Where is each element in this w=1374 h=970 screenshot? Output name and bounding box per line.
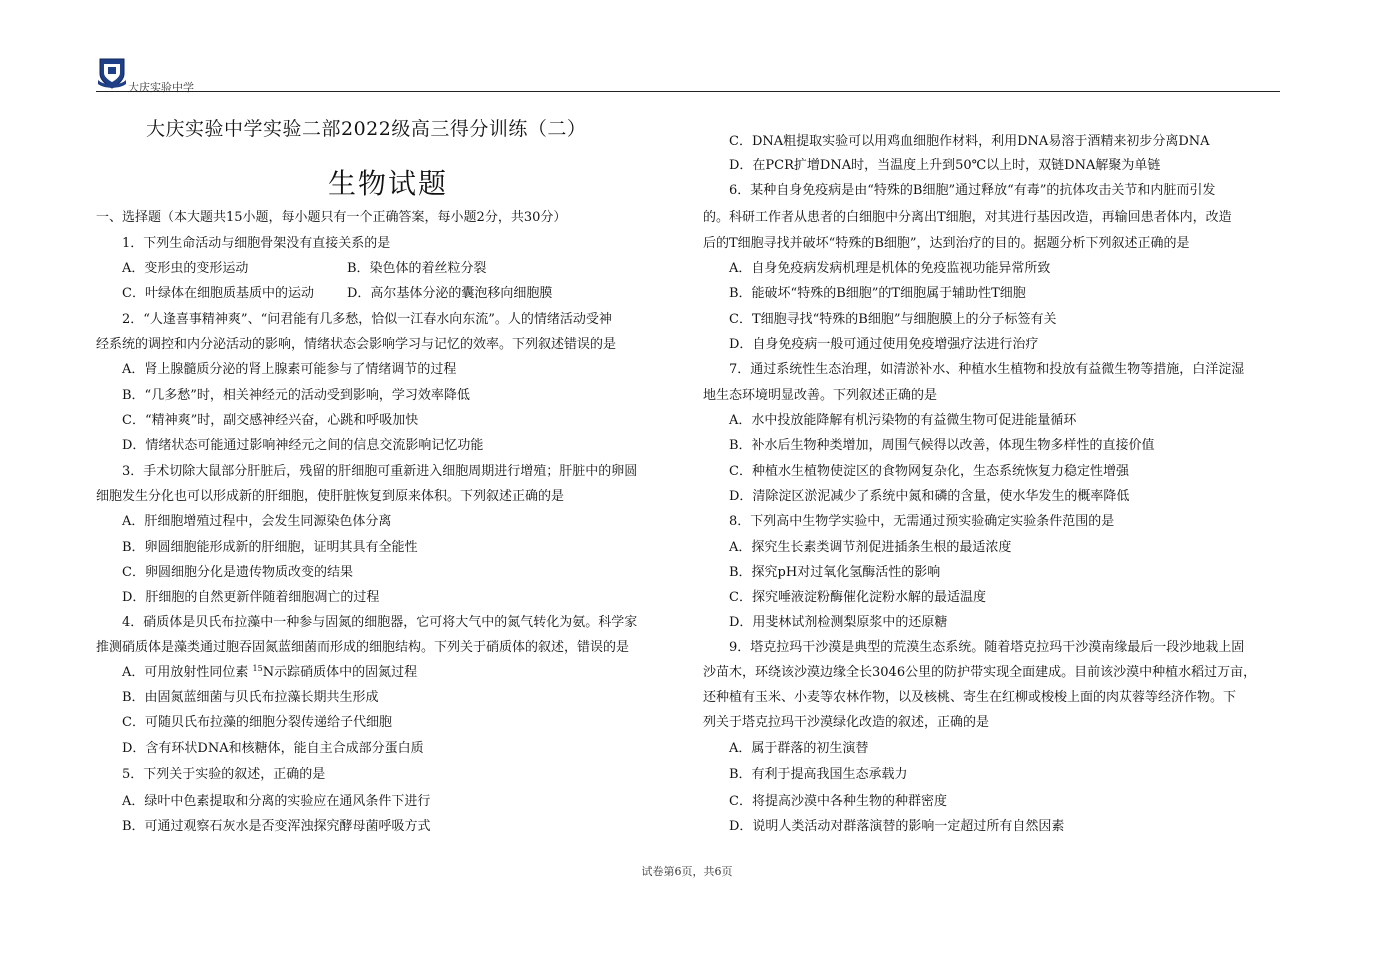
question-6-option-c: C．T细胞寻找“特殊的B细胞”与细胞膜上的分子标签有关 bbox=[729, 312, 1057, 327]
question-3-option-d: D．肝细胞的自然更新伴随着细胞凋亡的过程 bbox=[122, 590, 380, 605]
question-4-option-a bbox=[96, 664, 417, 682]
question-4-stem-line-1: 4．硝质体是贝氏布拉藻中一种参与固氮的细胞器，它可将大气中的氮气转化为氨。科学家 bbox=[122, 615, 638, 630]
question-5-stem: 5．下列关于实验的叙述，正确的是 bbox=[122, 767, 326, 782]
question-2-option-b: B．“几多愁”时，相关神经元的活动受到影响，学习效率降低 bbox=[122, 388, 470, 403]
page-number: 试卷第6页，共6页 bbox=[641, 865, 733, 878]
question-6-stem-line-3: 后的T细胞寻找并破坏“特殊的B细胞”，达到治疗的目的。据题分析下列叙述正确的是 bbox=[703, 236, 1190, 251]
school-name: 大庆实验中学 bbox=[128, 81, 194, 94]
question-7-option-d: D．清除淀区淤泥减少了系统中氮和磷的含量，使水华发生的概率降低 bbox=[729, 489, 1130, 504]
question-4-option-a-text-rest: N示踪硝质体中的固氮过程 bbox=[262, 665, 418, 680]
question-2-stem-line-1: 2．“人逢喜事精神爽”、“问君能有几多愁，恰似一江春水向东流”。人的情绪活动受神 bbox=[122, 312, 612, 327]
question-9-option-b: B．有利于提高我国生态承载力 bbox=[729, 767, 908, 782]
question-3-option-c: C．卵圆细胞分化是遗传物质改变的结果 bbox=[122, 565, 353, 580]
question-1-stem: 1．下列生命活动与细胞骨架没有直接关系的是 bbox=[122, 236, 391, 251]
question-1-option-c: C．叶绿体在细胞质基质中的运动 bbox=[122, 286, 314, 301]
page-footer bbox=[0, 863, 1374, 879]
question-7-option-a: A．水中投放能降解有机污染物的有益微生物可促进能量循环 bbox=[729, 413, 1077, 428]
exam-title: 大庆实验中学实验二部2022级高三得分训练（二） bbox=[146, 118, 587, 140]
question-9-stem-line-4: 列关于塔克拉玛干沙漠绿化改造的叙述，正确的是 bbox=[703, 715, 990, 730]
question-8-option-b: B．探究pH对过氧化氢酶活性的影响 bbox=[729, 565, 941, 580]
question-5-option-c: C．DNA粗提取实验可以用鸡血细胞作材料，利用DNA易溶于酒精来初步分离DNA bbox=[729, 134, 1210, 149]
question-4-stem-line-2: 推测硝质体是藻类通过胞吞固氮蓝细菌而形成的细胞结构。下列关于硝质体的叙述，错误的是 bbox=[96, 640, 630, 655]
question-1-option-b: B．染色体的着丝粒分裂 bbox=[347, 261, 487, 276]
question-3-stem-line-1: 3．手术切除大鼠部分肝脏后，残留的肝细胞可重新进入细胞周期进行增殖；肝脏中的卵圆 bbox=[122, 464, 638, 479]
question-9-stem-line-2: 沙苗木，环绕该沙漠边缘全长3046公里的防护带实现全面建成。目前该沙漠中种植水稻过万亩， bbox=[703, 665, 1257, 680]
question-9-option-d: D．说明人类活动对群落演替的影响一定超过所有自然因素 bbox=[729, 819, 1065, 834]
question-2-option-c: C．“精神爽”时，副交感神经兴奋，心跳和呼吸加快 bbox=[122, 413, 419, 428]
question-6-stem-line-1: 6．某种自身免疫病是由“特殊的B细胞”通过释放“有毒”的抗体攻击关节和内脏而引发 bbox=[729, 183, 1216, 198]
header-divider bbox=[96, 91, 1280, 92]
question-9-stem-line-1: 9．塔克拉玛干沙漠是典型的荒漠生态系统。随着塔克拉玛干沙漠南缘最后一段沙地栽上固 bbox=[729, 640, 1245, 655]
question-6-option-b: B．能破坏“特殊的B细胞”的T细胞属于辅助性T细胞 bbox=[729, 286, 1026, 301]
page-header bbox=[96, 52, 1280, 92]
question-6-option-d: D．自身免疫病一般可通过使用免疫增强疗法进行治疗 bbox=[729, 337, 1039, 352]
section-heading: 一、选择题（本大题共15小题，每小题只有一个正确答案，每小题2分，共30分） bbox=[96, 210, 567, 225]
question-7-stem-line-2: 地生态环境明显改善。下列叙述正确的是 bbox=[703, 388, 938, 403]
question-3-option-b: B．卵圆细胞能形成新的肝细胞，证明其具有全能性 bbox=[122, 540, 418, 555]
question-4-option-a-text: A．可用放射性同位素 bbox=[122, 665, 249, 680]
exam-subject-title: 生物试题 bbox=[328, 167, 449, 200]
question-2-option-d: D．情绪状态可能通过影响神经元之间的信息交流影响记忆功能 bbox=[122, 438, 484, 453]
question-5-option-d: D．在PCR扩增DNA时，当温度上升到50℃以上时，双链DNA解聚为单链 bbox=[729, 158, 1161, 173]
question-9-option-a: A．属于群落的初生演替 bbox=[729, 741, 869, 756]
question-8-option-c: C．探究唾液淀粉酶催化淀粉水解的最适温度 bbox=[729, 590, 986, 605]
question-1-option-a: A．变形虫的变形运动 bbox=[122, 261, 249, 276]
question-5-option-b: B．可通过观察石灰水是否变浑浊探究酵母菌呼吸方式 bbox=[122, 819, 431, 834]
question-9-stem-line-3: 还种植有玉米、小麦等农林作物，以及核桃、寄生在红柳或梭梭上面的肉苁蓉等经济作物。下 bbox=[703, 690, 1237, 705]
question-7-option-b: B．补水后生物种类增加，周围气候得以改善，体现生物多样性的直接价值 bbox=[729, 438, 1155, 453]
question-4-option-d: D．含有环状DNA和核糖体，能自主合成部分蛋白质 bbox=[122, 741, 424, 756]
question-7-stem-line-1: 7．通过系统性生态治理，如清淤补水、种植水生植物和投放有益微生物等措施，白洋淀湿 bbox=[729, 362, 1245, 377]
question-1-option-d: D．高尔基体分泌的囊泡移向细胞膜 bbox=[347, 286, 553, 301]
question-6-option-a: A．自身免疫病发病机理是机体的免疫监视功能异常所致 bbox=[729, 261, 1051, 276]
question-5-option-a: A．绿叶中色素提取和分离的实验应在通风条件下进行 bbox=[122, 794, 431, 809]
question-8-stem: 8．下列高中生物学实验中，无需通过预实验确定实验条件范围的是 bbox=[729, 514, 1115, 529]
question-7-option-c: C．种植水生植物使淀区的食物网复杂化，生态系统恢复力稳定性增强 bbox=[729, 464, 1129, 479]
question-3-stem-line-2: 细胞发生分化也可以形成新的肝细胞，使肝脏恢复到原来体积。下列叙述正确的是 bbox=[96, 489, 565, 504]
question-3-option-a: A．肝细胞增殖过程中，会发生同源染色体分离 bbox=[122, 514, 392, 529]
question-2-stem-line-2: 经系统的调控和内分泌活动的影响，情绪状态会影响学习与记忆的效率。下列叙述错误的是 bbox=[96, 337, 617, 352]
question-2-option-a: A．肾上腺髓质分泌的肾上腺素可能参与了情绪调节的过程 bbox=[122, 362, 457, 377]
question-8-option-d: D．用斐林试剂检测梨原浆中的还原糖 bbox=[729, 615, 948, 630]
isotope-mass-number: 15 bbox=[252, 664, 263, 673]
question-9-option-c: C．将提高沙漠中各种生物的种群密度 bbox=[729, 794, 947, 809]
question-6-stem-line-2: 的。科研工作者从患者的白细胞中分离出T细胞，对其进行基因改造，再输回患者体内，改造 bbox=[703, 210, 1232, 225]
question-4-option-c: C．可随贝氏布拉藻的细胞分裂传递给子代细胞 bbox=[122, 715, 392, 730]
question-8-option-a: A．探究生长素类调节剂促进插条生根的最适浓度 bbox=[729, 540, 1012, 555]
question-4-option-b: B．由固氮蓝细菌与贝氏布拉藻长期共生形成 bbox=[122, 690, 379, 705]
school-logo-icon bbox=[96, 56, 128, 90]
